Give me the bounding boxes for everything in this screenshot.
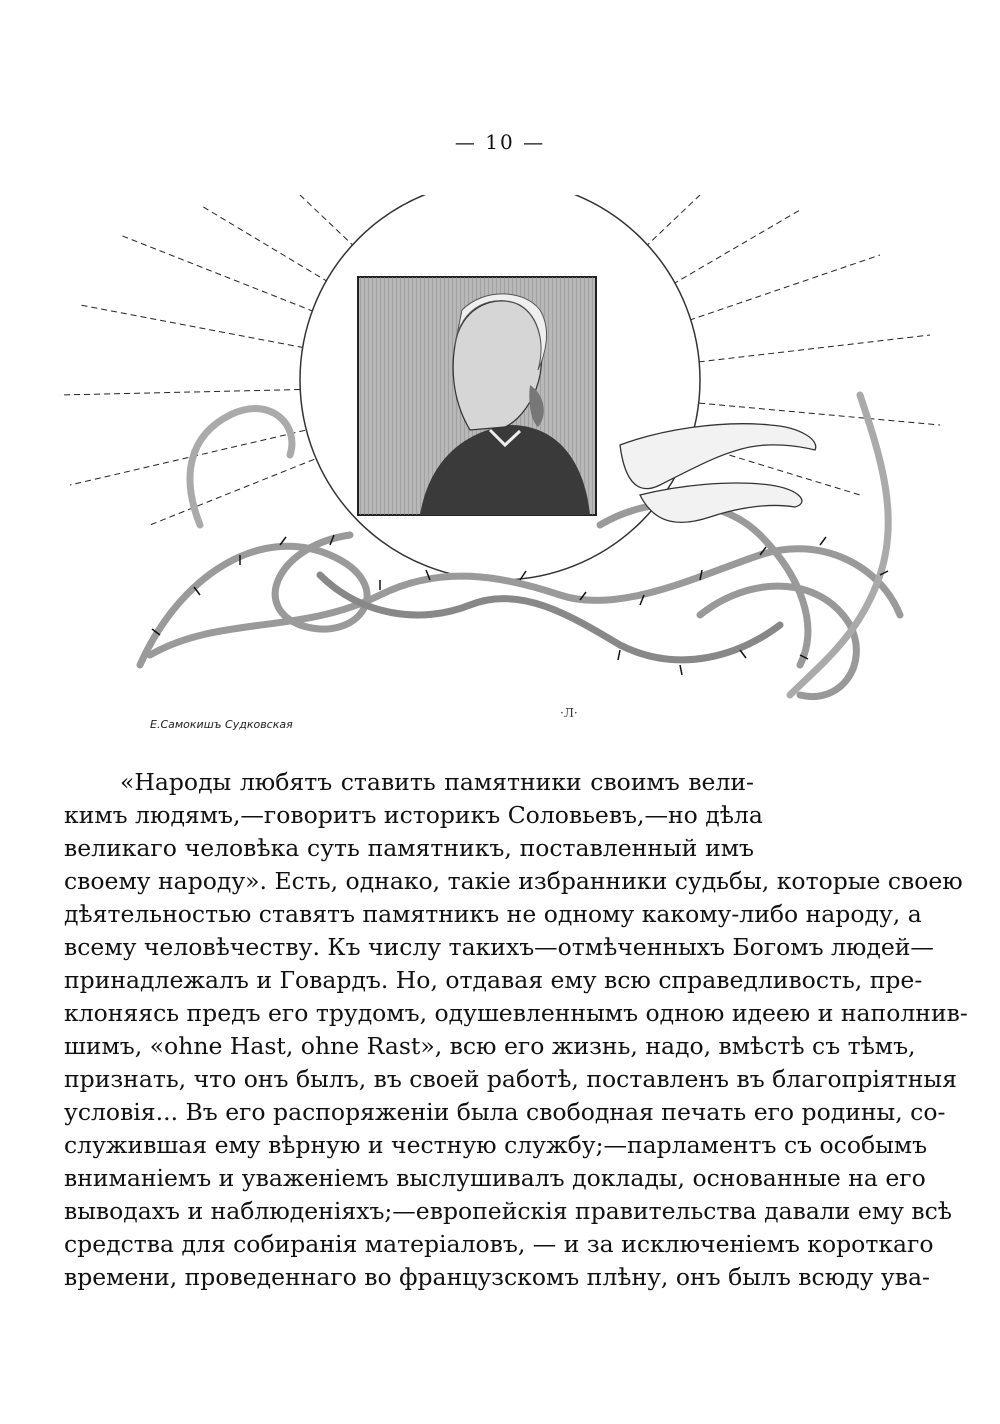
page-number: — 10 — [454, 130, 546, 154]
text-line: своему народу». Есть, однако, такіе избранники судьбы, которые своею [64, 867, 963, 895]
text-line: «Народы любятъ ставить памятники своимъ вели- [120, 768, 754, 796]
portrait-engraving [358, 277, 596, 515]
text-line: условія... Въ его распоряженіи была свободная печать его родины, со- [64, 1098, 946, 1126]
body-text [64, 766, 968, 1294]
text-line: средства для собиранія матеріаловъ, — и за исключеніемъ короткаго [64, 1230, 934, 1258]
text-line: великаго человѣка суть памятникъ, поставленный имъ [64, 834, 754, 862]
text-line: дѣятельностью ставятъ памятникъ не одному какому-либо народу, а [64, 900, 922, 928]
reaching-hands [620, 424, 816, 523]
artist-signature: Е.Самокишъ Судковская [150, 718, 293, 731]
text-line: клоняясь предъ его трудомъ, одушевленнымъ одною идеею и наполнив- [64, 999, 968, 1027]
text-line: времени, проведеннаго во французскомъ плѣну, онъ былъ всюду ува- [64, 1263, 930, 1291]
text-line: выводахъ и наблюденіяхъ;—европейскія правительства давали ему всѣ [64, 1197, 952, 1225]
engraver-mark: ·Л· [560, 706, 578, 720]
text-line: признать, что онъ былъ, въ своей работѣ, поставленъ въ благопріятныя [64, 1065, 957, 1093]
ornament-illustration [0, 195, 1000, 795]
text-line: принадлежалъ и Говардъ. Но, отдавая ему всю справедливость, пре- [64, 966, 923, 994]
text-line: кимъ людямъ,—говоритъ историкъ Соловьевъ,—но дѣла [64, 801, 763, 829]
text-line: вниманіемъ и уваженіемъ выслушивалъ доклады, основанные на его [64, 1164, 926, 1192]
text-line: шимъ, «ohne Hast, ohne Rast», всю его жизнь, надо, вмѣстѣ съ тѣмъ, [64, 1032, 916, 1060]
text-line: всему человѣчеству. Къ числу такихъ—отмѣченныхъ Богомъ людей— [64, 933, 934, 961]
text-line: служившая ему вѣрную и честную службу;—парламентъ съ особымъ [64, 1131, 928, 1159]
